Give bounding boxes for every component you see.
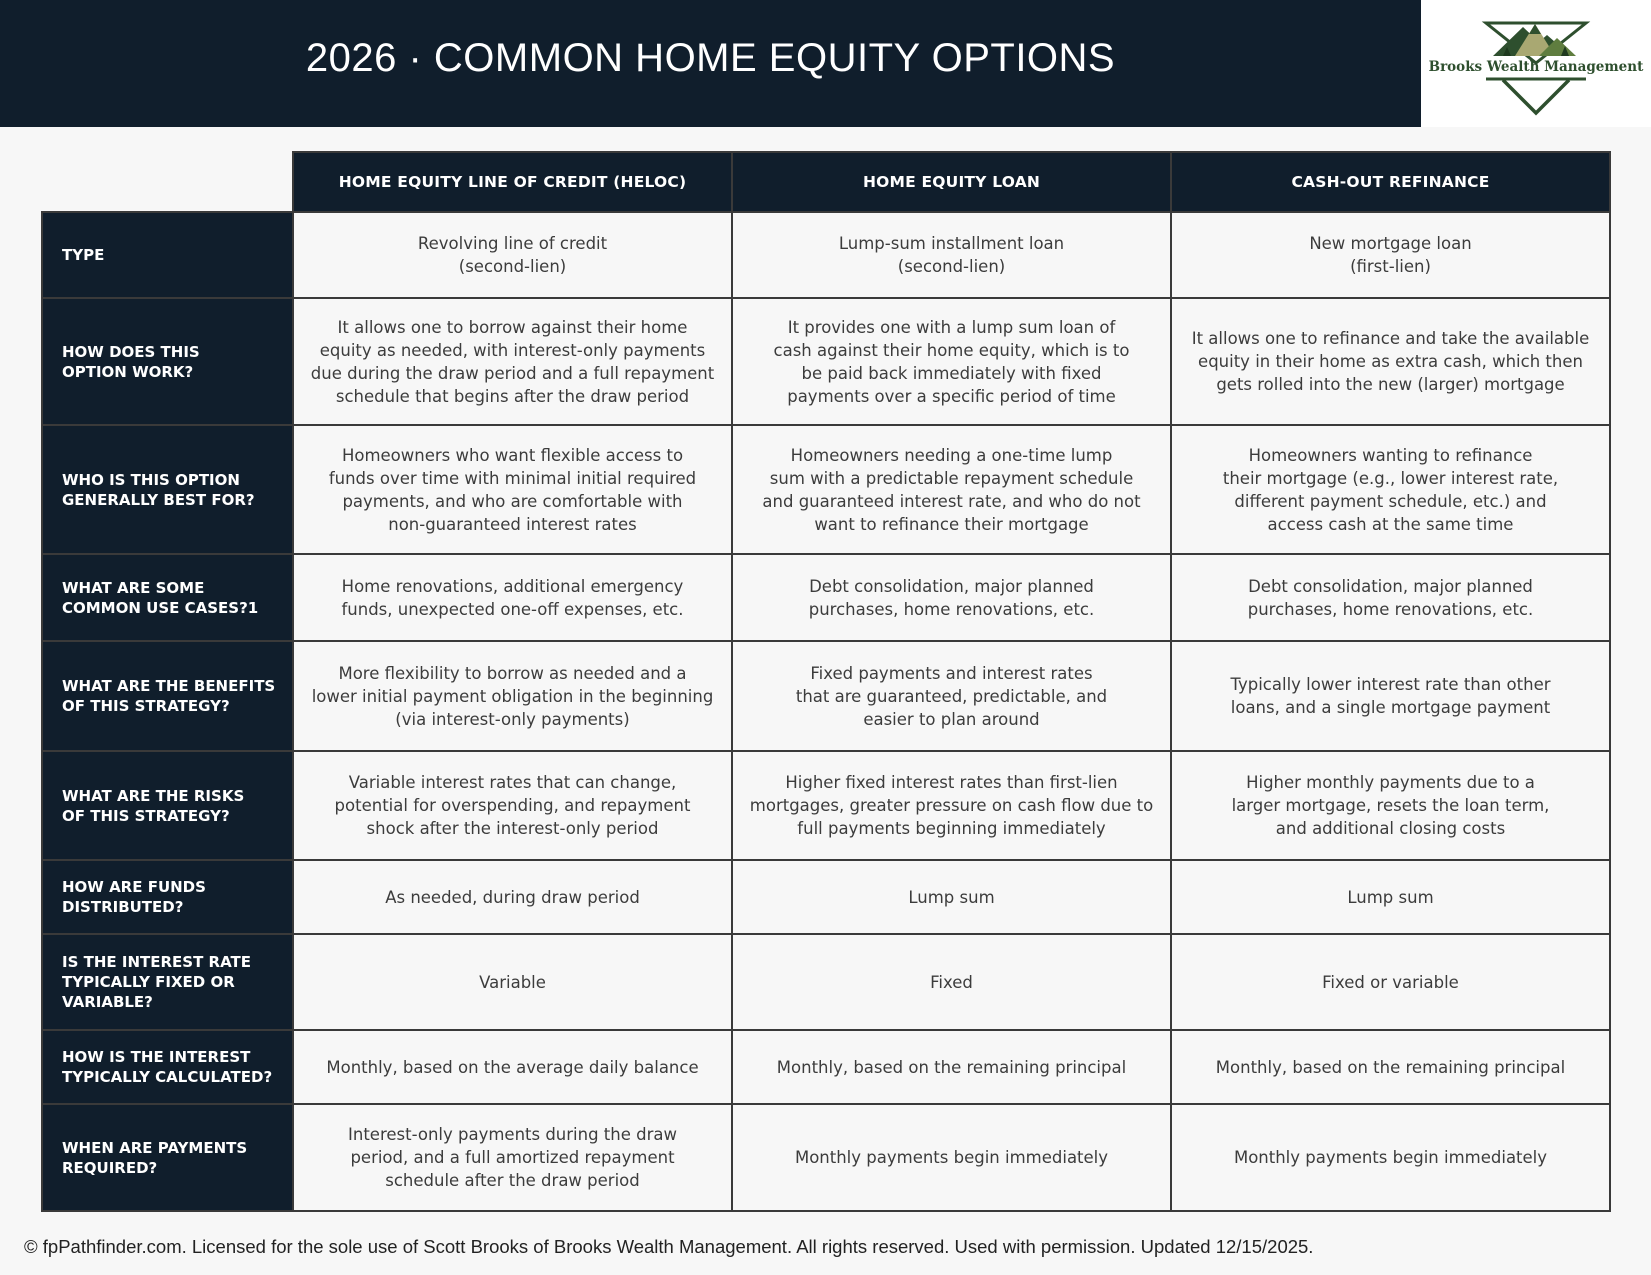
column-header-row <box>42 152 1610 212</box>
row-label-distribution: HOW ARE FUNDS DISTRIBUTED? <box>42 860 293 934</box>
table-cell: Debt consolidation, major planned purchases, home renovations, etc. <box>732 554 1171 641</box>
row-label-best-for: WHO IS THIS OPTION GENERALLY BEST FOR? <box>42 425 293 554</box>
table-cell: Lump sum <box>1171 860 1610 934</box>
table-cell: More flexibility to borrow as needed and a lower initial payment obligation in the beginning (via interest-only payments) <box>293 641 732 751</box>
row-label-use-cases: WHAT ARE SOME COMMON USE CASES?1 <box>42 554 293 641</box>
table-row <box>42 934 1610 1030</box>
page-title: 2026 · COMMON HOME EQUITY OPTIONS <box>305 36 1116 80</box>
table-cell: Variable interest rates that can change, potential for overspending, and repayment shock after the interest-only period <box>293 751 732 860</box>
table-corner <box>42 152 293 212</box>
table-row <box>42 212 1610 298</box>
row-label-risks: WHAT ARE THE RISKS OF THIS STRATEGY? <box>42 751 293 860</box>
table-row <box>42 554 1610 641</box>
table-cell: It allows one to borrow against their home equity as needed, with interest-only payments due during the draw period and a full repayment schedule that begins after the draw period <box>293 298 732 425</box>
row-label-payments-required: WHEN ARE PAYMENTS REQUIRED? <box>42 1104 293 1211</box>
row-label-type: TYPE <box>42 212 293 298</box>
table-cell: Lump sum <box>732 860 1171 934</box>
table-cell: Home renovations, additional emergency funds, unexpected one-off expenses, etc. <box>293 554 732 641</box>
brand-logo <box>1421 0 1651 127</box>
table-row <box>42 860 1610 934</box>
column-header-heloc: HOME EQUITY LINE OF CREDIT (HELOC) <box>293 152 732 212</box>
row-label-interest-calculation: HOW IS THE INTEREST TYPICALLY CALCULATED? <box>42 1030 293 1104</box>
table-cell: Fixed payments and interest rates that are guaranteed, predictable, and easier to plan around <box>732 641 1171 751</box>
table-cell: Monthly, based on the remaining principal <box>1171 1030 1610 1104</box>
row-label-rate-type: IS THE INTEREST RATE TYPICALLY FIXED OR VARIABLE? <box>42 934 293 1030</box>
table-cell: Monthly payments begin immediately <box>732 1104 1171 1211</box>
table-cell: Fixed <box>732 934 1171 1030</box>
comparison-table <box>41 151 1611 1212</box>
table-cell: Homeowners who want flexible access to funds over time with minimal initial required payments, and who are comfortable with non-guaranteed interest rates <box>293 425 732 554</box>
table-cell: Revolving line of credit (second-lien) <box>293 212 732 298</box>
table-row <box>42 641 1610 751</box>
table-cell: It allows one to refinance and take the available equity in their home as extra cash, which then gets rolled into the new (larger) mortgage <box>1171 298 1610 425</box>
table-cell: Typically lower interest rate than other loans, and a single mortgage payment <box>1171 641 1610 751</box>
table-cell: Higher fixed interest rates than first-lien mortgages, greater pressure on cash flow due to full payments beginning immediately <box>732 751 1171 860</box>
column-header-cash-out-refinance: CASH-OUT REFINANCE <box>1171 152 1610 212</box>
table-cell: Homeowners wanting to refinance their mortgage (e.g., lower interest rate, different payment schedule, etc.) and access cash at the same time <box>1171 425 1610 554</box>
table-cell: Fixed or variable <box>1171 934 1610 1030</box>
table-cell: Monthly payments begin immediately <box>1171 1104 1610 1211</box>
table-row <box>42 298 1610 425</box>
table-cell: Variable <box>293 934 732 1030</box>
table-cell: Homeowners needing a one-time lump sum with a predictable repayment schedule and guaranteed interest rate, and who do not want to refinance their mortgage <box>732 425 1171 554</box>
page-header <box>0 0 1421 127</box>
table-cell: Monthly, based on the remaining principal <box>732 1030 1171 1104</box>
table-cell: New mortgage loan (first-lien) <box>1171 212 1610 298</box>
copyright-footer: © fpPathfinder.com. Licensed for the sole use of Scott Brooks of Brooks Wealth Management. All rights reserved. Used with permission. Updated 12/15/2025. <box>24 1236 1314 1257</box>
table-cell: Monthly, based on the average daily balance <box>293 1030 732 1104</box>
table-row <box>42 751 1610 860</box>
table-row <box>42 425 1610 554</box>
table-cell: Lump-sum installment loan (second-lien) <box>732 212 1171 298</box>
row-label-benefits: WHAT ARE THE BENEFITS OF THIS STRATEGY? <box>42 641 293 751</box>
table-row <box>42 1104 1610 1211</box>
table-cell: Debt consolidation, major planned purchases, home renovations, etc. <box>1171 554 1610 641</box>
table-cell: As needed, during draw period <box>293 860 732 934</box>
table-cell: It provides one with a lump sum loan of cash against their home equity, which is to be paid back immediately with fixed payments over a specific period of time <box>732 298 1171 425</box>
logo-wordmark: Brooks Wealth Management <box>1428 59 1644 75</box>
table-row <box>42 1030 1610 1104</box>
column-header-home-equity-loan: HOME EQUITY LOAN <box>732 152 1171 212</box>
row-label-how-it-works: HOW DOES THIS OPTION WORK? <box>42 298 293 425</box>
table-cell: Interest-only payments during the draw period, and a full amortized repayment schedule after the draw period <box>293 1104 732 1211</box>
table-cell: Higher monthly payments due to a larger mortgage, resets the loan term, and additional closing costs <box>1171 751 1610 860</box>
